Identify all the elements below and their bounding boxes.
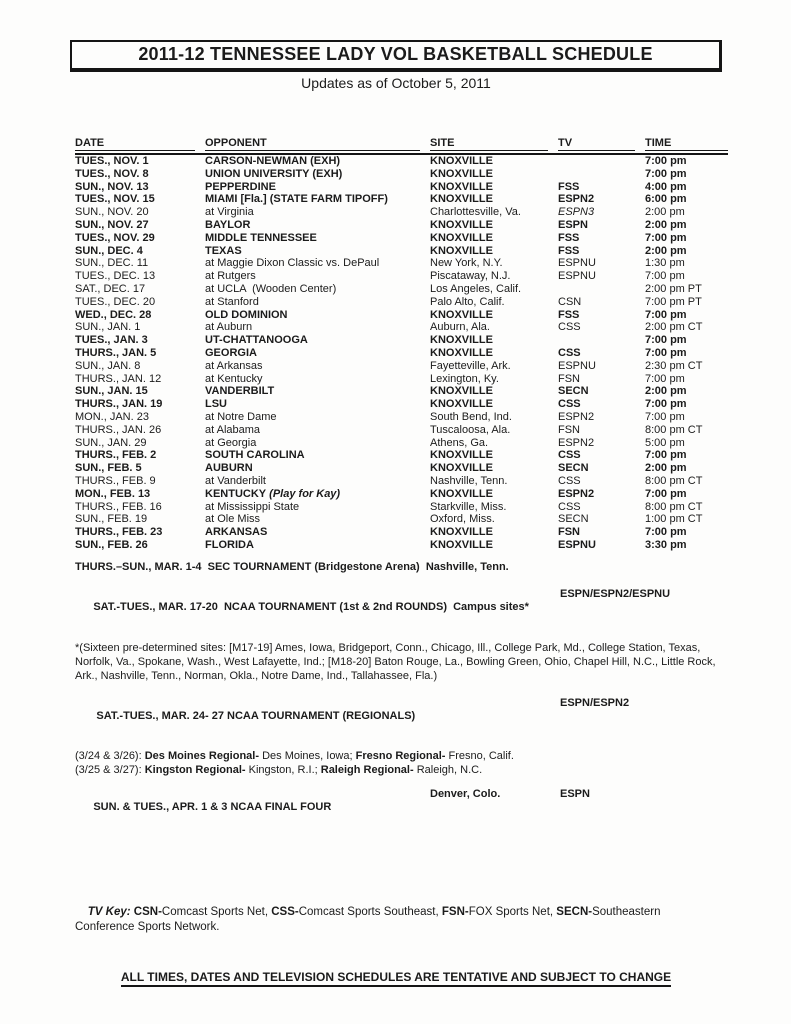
game-tv: FSS: [558, 231, 580, 244]
game-site: KNOXVILLE: [430, 218, 493, 231]
column-header: TIME: [645, 137, 728, 151]
game-opponent: OLD DOMINION: [205, 308, 288, 321]
game-date: THURS., JAN. 12: [75, 372, 162, 385]
game-site: KNOXVILLE: [430, 193, 493, 206]
table-row: [75, 462, 728, 475]
game-date: SUN., JAN. 15: [75, 385, 148, 398]
game-site: Lexington, Ky.: [430, 372, 499, 385]
game-date: TUES., NOV. 1: [75, 155, 149, 167]
game-opponent: AUBURN: [205, 462, 253, 475]
table-row: [75, 321, 728, 334]
game-time: 7:00 pm: [645, 155, 687, 167]
game-time: 2:00 pm PT: [645, 282, 702, 295]
game-site: KNOXVILLE: [430, 231, 493, 244]
table-row: [75, 513, 728, 526]
game-time: 7:00 pm: [645, 231, 687, 244]
game-opponent: BAYLOR: [205, 218, 251, 231]
table-row: [75, 437, 728, 450]
table-row: [75, 219, 728, 232]
game-date: SUN., JAN. 29: [75, 436, 147, 449]
game-time: 2:00 pm: [645, 206, 685, 219]
game-date: SUN., NOV. 27: [75, 218, 149, 231]
table-row: [75, 411, 728, 424]
game-opponent: ARKANSAS: [205, 526, 268, 539]
regional-detail-line: [75, 763, 733, 777]
game-tv: [558, 334, 645, 347]
table-row: [75, 283, 728, 296]
game-opponent: CARSON-NEWMAN (EXH): [205, 155, 341, 167]
game-opponent: at Maggie Dixon Classic vs. DePaul: [205, 257, 380, 270]
game-site: KNOXVILLE: [430, 180, 493, 193]
game-time: 7:00 pm: [645, 334, 687, 347]
column-header: DATE: [75, 137, 195, 151]
tv-key: [75, 890, 675, 950]
game-tv: [558, 155, 645, 168]
game-date: THURS., FEB. 2: [75, 449, 157, 462]
table-row: [75, 424, 728, 437]
table-row: [75, 257, 728, 270]
game-tv: ESPNU: [558, 359, 596, 372]
game-opponent: at Stanford: [205, 295, 259, 308]
game-date: TUES., DEC. 20: [75, 295, 156, 308]
game-tv: ESPN3: [558, 206, 595, 219]
game-site: Palo Alto, Calif.: [430, 295, 505, 308]
game-tv: CSS: [558, 449, 581, 462]
column-header: OPPONENT: [205, 137, 420, 151]
regionals-line: [75, 697, 733, 749]
table-row: [75, 501, 728, 514]
final-four-site: Denver, Colo.: [430, 787, 501, 800]
game-tv: [558, 283, 645, 296]
game-site: KNOXVILLE: [430, 346, 493, 359]
schedule-rows: [75, 155, 728, 552]
regional-city: Des Moines, Iowa;: [259, 749, 356, 762]
game-time: 2:00 pm: [645, 462, 687, 475]
game-tv: ESPN: [558, 218, 588, 231]
table-row: [75, 449, 728, 462]
game-site: KNOXVILLE: [430, 449, 493, 462]
regional-dates: (3/25 & 3/27):: [75, 763, 145, 776]
game-time: 7:00 pm: [645, 372, 685, 385]
game-site: Los Angeles, Calif.: [430, 282, 522, 295]
game-time: 8:00 pm CT: [645, 423, 703, 436]
game-date: WED., DEC. 28: [75, 308, 152, 321]
table-row: [75, 347, 728, 360]
game-date: SUN., FEB. 26: [75, 538, 148, 551]
table-row: [75, 398, 728, 411]
tv-key-entries: [75, 906, 664, 933]
regionals-label: SAT.-TUES., MAR. 24- 27 NCAA TOURNAMENT (REGIONALS): [93, 709, 416, 722]
tv-key-abbr: CSN-: [133, 905, 162, 918]
regional-city: Fresno, Calif.: [445, 749, 514, 762]
game-date: THURS., JAN. 5: [75, 346, 157, 359]
game-site: Oxford, Miss.: [430, 513, 495, 526]
game-site: KNOXVILLE: [430, 487, 493, 500]
game-site: New York, N.Y.: [430, 257, 503, 270]
game-opponent: at Mississippi State: [205, 500, 300, 513]
game-opponent: MIAMI [Fla.] (STATE FARM TIPOFF): [205, 193, 388, 206]
game-date: SAT., DEC. 17: [75, 282, 146, 295]
game-date: THURS., FEB. 9: [75, 474, 156, 487]
game-tv: ESPN2: [558, 193, 595, 206]
game-time: 3:30 pm: [645, 538, 687, 551]
game-tv: ESPN2: [558, 436, 595, 449]
game-site: Nashville, Tenn.: [430, 474, 508, 487]
game-date: TUES., DEC. 13: [75, 270, 156, 283]
game-site: Starkville, Miss.: [430, 500, 507, 513]
game-date: MON., FEB. 13: [75, 487, 151, 500]
game-tv: CSS: [558, 346, 581, 359]
table-row: [75, 206, 728, 219]
table-row: [75, 309, 728, 322]
table-row: [75, 168, 728, 181]
game-opponent: FLORIDA: [205, 538, 254, 551]
game-time: 2:00 pm CT: [645, 321, 703, 334]
game-date: SUN., FEB. 5: [75, 462, 142, 475]
regional-name: Kingston Regional-: [144, 763, 246, 776]
game-site: KNOXVILLE: [430, 385, 493, 398]
game-time: 7:00 pm: [645, 487, 687, 500]
game-time: 7:00 pm: [645, 167, 687, 180]
final-four-line: [75, 788, 733, 853]
game-tv: SECN: [558, 462, 589, 475]
game-date: SUN., NOV. 20: [75, 206, 149, 219]
game-time: 7:00 pm: [645, 346, 687, 359]
game-site: KNOXVILLE: [430, 538, 493, 551]
game-time: 8:00 pm CT: [645, 500, 703, 513]
page-title: 2011-12 TENNESSEE LADY VOL BASKETBALL SCHEDULE: [138, 44, 653, 64]
game-opponent: at Auburn: [205, 321, 253, 334]
game-date: SUN., JAN. 8: [75, 359, 141, 372]
game-time: 8:00 pm CT: [645, 474, 703, 487]
game-tv: CSN: [558, 295, 582, 308]
game-tv: FSN: [558, 423, 580, 436]
game-tv: CSS: [558, 321, 581, 334]
game-time: 7:00 pm: [645, 308, 687, 321]
game-date: SUN., DEC. 11: [75, 257, 149, 270]
regional-detail-line: [75, 749, 733, 763]
regional-name: Des Moines Regional-: [144, 749, 260, 762]
game-time: 7:00 pm: [645, 526, 687, 539]
game-time: 1:30 pm: [645, 257, 685, 270]
table-row: [75, 270, 728, 283]
game-site: KNOXVILLE: [430, 526, 493, 539]
column-header: TV: [558, 137, 635, 151]
game-date: THURS., JAN. 19: [75, 398, 163, 411]
game-tv: ESPN2: [558, 487, 595, 500]
game-date: THURS., FEB. 23: [75, 526, 163, 539]
ncaa-rounds-label: SAT.-TUES., MAR. 17-20 NCAA TOURNAMENT (1st & 2nd ROUNDS) Campus sites*: [93, 600, 529, 613]
game-date: THURS., JAN. 26: [75, 423, 162, 436]
game-time: 5:00 pm: [645, 436, 685, 449]
game-opponent: at Alabama: [205, 423, 261, 436]
game-opponent: MIDDLE TENNESSEE: [205, 231, 317, 244]
game-site: Charlottesville, Va.: [430, 206, 521, 219]
table-row: [75, 245, 728, 258]
game-site: KNOXVILLE: [430, 398, 493, 411]
ncaa-rounds-tv: ESPN/ESPN2/ESPNU: [560, 587, 671, 600]
game-site: Tuscaloosa, Ala.: [430, 423, 511, 436]
table-row: [75, 385, 728, 398]
game-opponent: at UCLA (Wooden Center): [205, 282, 337, 295]
table-row: [75, 155, 728, 168]
game-tv: ESPNU: [558, 270, 596, 283]
game-time: 4:00 pm: [645, 180, 687, 193]
game-tv: SECN: [558, 385, 589, 398]
tv-key-abbr: SECN-: [556, 905, 593, 918]
ncaa-rounds-line: [75, 588, 733, 640]
regional-city: Raleigh, N.C.: [413, 763, 483, 776]
game-site: Fayetteville, Ark.: [430, 359, 511, 372]
game-tv: ESPNU: [558, 257, 596, 270]
game-date: SUN., NOV. 13: [75, 180, 149, 193]
tv-key-abbr: FSN-: [441, 905, 469, 918]
game-opponent: LSU: [205, 398, 227, 411]
game-time: 2:00 pm: [645, 385, 687, 398]
game-time: 7:00 pm: [645, 410, 685, 423]
game-time: 2:00 pm: [645, 244, 687, 257]
game-time: 7:00 pm: [645, 449, 687, 462]
game-opponent: at Georgia: [205, 436, 257, 449]
game-site: Athens, Ga.: [430, 436, 489, 449]
regional-dates: (3/24 & 3/26):: [75, 749, 145, 762]
game-date: TUES., NOV. 29: [75, 231, 155, 244]
game-time: 2:30 pm CT: [645, 359, 703, 372]
postseason-section: [75, 561, 733, 853]
game-time: 6:00 pm: [645, 193, 687, 206]
game-opponent: PEPPERDINE: [205, 180, 276, 193]
regional-name: Fresno Regional-: [355, 749, 446, 762]
game-site: Piscataway, N.J.: [430, 270, 511, 283]
regional-lines: [75, 749, 733, 777]
table-row: [75, 232, 728, 245]
game-opponent: at Virginia: [205, 206, 254, 219]
game-tv: ESPNU: [558, 538, 596, 551]
game-site: South Bend, Ind.: [430, 410, 512, 423]
sec-tournament-line: THURS.–SUN., MAR. 1-4 SEC TOURNAMENT (Bridgestone Arena) Nashville, Tenn.: [75, 560, 509, 573]
game-time: 7:00 pm PT: [645, 295, 702, 308]
tv-key-desc: Southeastern Conference Sports Network.: [75, 905, 664, 933]
game-opponent: TEXAS: [205, 244, 242, 257]
schedule-table: [75, 137, 728, 552]
game-time: 7:00 pm: [645, 270, 685, 283]
final-four-label: SUN. & TUES., APR. 1 & 3 NCAA FINAL FOUR: [93, 800, 332, 813]
game-tv: SECN: [558, 513, 589, 526]
table-row: [75, 334, 728, 347]
game-opponent: VANDERBILT: [205, 385, 275, 398]
tv-key-desc: Comcast Sports Net,: [161, 905, 272, 918]
game-site: KNOXVILLE: [430, 334, 493, 347]
game-tv: CSS: [558, 398, 581, 411]
game-opponent: KENTUCKY (Play for Kay): [205, 487, 341, 500]
regionals-tv: ESPN/ESPN2: [560, 696, 630, 709]
footer-disclaimer: [70, 968, 722, 986]
game-date: TUES., NOV. 8: [75, 167, 149, 180]
game-site: KNOXVILLE: [430, 244, 493, 257]
tv-key-abbr: CSS-: [271, 905, 299, 918]
game-site: KNOXVILLE: [430, 308, 493, 321]
tv-key-label: TV Key:: [87, 905, 134, 918]
game-opponent: at Arkansas: [205, 359, 263, 372]
game-tv: [558, 168, 645, 181]
game-tv: ESPN2: [558, 410, 595, 423]
game-opponent: at Rutgers: [205, 270, 256, 283]
game-tv: FSS: [558, 244, 580, 257]
game-time: 1:00 pm CT: [645, 513, 703, 526]
game-date: SUN., DEC. 4: [75, 244, 143, 257]
game-opponent: UT-CHATTANOOGA: [205, 334, 308, 347]
game-opponent: at Kentucky: [205, 372, 263, 385]
game-site: Auburn, Ala.: [430, 321, 490, 334]
game-tv: CSS: [558, 474, 581, 487]
game-tv: FSS: [558, 308, 580, 321]
regional-city: Kingston, R.I.;: [245, 763, 321, 776]
table-row: [75, 539, 728, 552]
game-opponent-note: (Play for Kay): [266, 487, 341, 500]
footer-disclaimer-text: ALL TIMES, DATES AND TELEVISION SCHEDULES ARE TENTATIVE AND SUBJECT TO CHANGE: [121, 970, 671, 987]
updates-subtitle: Updates as of October 5, 2011: [301, 75, 491, 91]
game-date: TUES., JAN. 3: [75, 334, 148, 347]
game-site: KNOXVILLE: [430, 155, 493, 167]
final-four-tv: ESPN: [560, 787, 590, 800]
game-opponent: at Ole Miss: [205, 513, 261, 526]
table-row: [75, 181, 728, 194]
document-title-box: [70, 40, 722, 72]
table-row: [75, 526, 728, 539]
regional-name: Raleigh Regional-: [320, 763, 414, 776]
game-opponent: SOUTH CAROLINA: [205, 449, 305, 462]
schedule-header: [75, 137, 728, 155]
tv-key-desc: Comcast Sports Southeast,: [298, 905, 442, 918]
table-row: [75, 373, 728, 386]
game-time: 2:00 pm: [645, 218, 687, 231]
game-time: 7:00 pm: [645, 398, 687, 411]
game-tv: FSS: [558, 180, 580, 193]
ncaa-sites-footnote: *(Sixteen pre-determined sites: [M17-19] Ames, Iowa, Bridgeport, Conn., Chicago, Ill., College Park, Md., College Station, Texas, Norfolk, Va., Spokane, Wash., West Lafayette, Ind.; [M18-20] Baton Rouge, La., Bowling Green, Ohio, Chapel Hill, N.C., Little Rock, Ark., Nashville, Tenn., Norman, Okla., Notre Dame, Ind., Tallahassee, Fla.): [75, 641, 716, 682]
game-tv: CSS: [558, 500, 581, 513]
game-date: SUN., FEB. 19: [75, 513, 148, 526]
table-row: [75, 475, 728, 488]
game-tv: FSN: [558, 526, 580, 539]
column-header: SITE: [430, 137, 548, 151]
game-opponent: at Vanderbilt: [205, 474, 266, 487]
game-date: MON., JAN. 23: [75, 410, 149, 423]
game-opponent: GEORGIA: [205, 346, 257, 359]
game-date: THURS., FEB. 16: [75, 500, 162, 513]
game-date: TUES., NOV. 15: [75, 193, 155, 206]
table-row: [75, 296, 728, 309]
game-date: SUN., JAN. 1: [75, 321, 141, 334]
game-opponent: UNION UNIVERSITY (EXH): [205, 167, 343, 180]
game-site: KNOXVILLE: [430, 462, 493, 475]
table-row: [75, 488, 728, 501]
table-row: [75, 193, 728, 206]
table-row: [75, 360, 728, 373]
game-site: KNOXVILLE: [430, 167, 493, 180]
tv-key-desc: FOX Sports Net,: [468, 905, 557, 918]
game-tv: FSN: [558, 372, 580, 385]
game-opponent: at Notre Dame: [205, 410, 277, 423]
